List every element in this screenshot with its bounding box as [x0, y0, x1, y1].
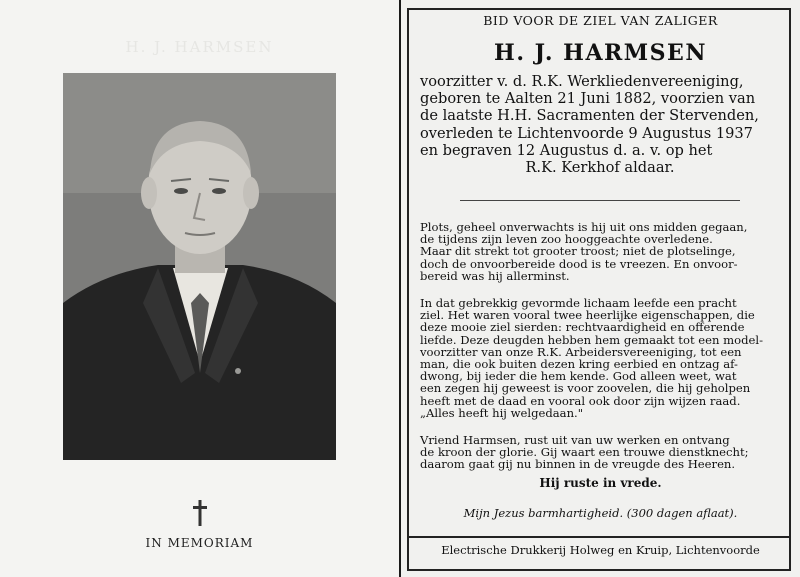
bleed-through-text: H. J. HARMSEN [125, 38, 274, 56]
intro-line: en begraven 12 Augustus d. a. v. op het [420, 141, 713, 159]
cross-icon [190, 498, 210, 528]
body-line: „Alles heeft hij welgedaan." [420, 405, 584, 420]
rest-in-peace-text: Hij ruste in vrede. [539, 476, 662, 490]
body-line: voorzitter van onze R.K. Arbeidersvereeniging, tot een [420, 344, 742, 359]
body-line: Vriend Harmsen, rust uit van uw werken en ontvang [420, 433, 730, 448]
divider [460, 200, 740, 201]
intro-line: geboren te Aalten 21 Juni 1882, voorzien van [420, 90, 756, 108]
body-line: Maar dit strekt tot grooter troost; niet de plotselinge, [420, 244, 736, 259]
body-line: ziel. Het waren vooral twee heerlijke eigenschappen, die [420, 308, 755, 323]
intro-line: de laatste H.H. Sacramenten der Stervenden, [420, 107, 759, 125]
body-line: dwong, bij ieder die hem kende. God alleen weet, wat [420, 369, 737, 384]
body-line: liefde. Deze deugden hebben hem gemaakt tot een model- [420, 332, 764, 347]
intro-line: overleden te Lichtenvoorde 9 Augustus 1937 [420, 124, 753, 142]
body-line: deze mooie ziel sierden: rechtvaardigheid en offerende [420, 320, 745, 335]
intro-line: voorzitter v. d. R.K. Werkliedenvereeniging, [420, 73, 744, 90]
portrait-photo [63, 73, 336, 460]
body-text [420, 216, 780, 476]
body-line: man, die ook buiten dezen kring eerbied en ontzag af- [420, 357, 738, 372]
bottom-divider [407, 536, 791, 538]
body-line: In dat gebrekkig gevormde lichaam leefde een pracht [420, 296, 737, 311]
left-card [0, 0, 399, 577]
body-line: de tijdens zijn leven zoo hooggeachte overledene. [420, 232, 713, 247]
body-line: een zegen hij geweest is voor zoovelen, die hij geholpen [420, 381, 751, 396]
printer-credit: Electrische Drukkerij Holweg en Kruip, Lichtenvoorde [441, 543, 760, 557]
body-line: doch de onvoorbereide dood is te vreezen. En onvoor- [420, 256, 738, 271]
prayer-text: Mijn Jezus barmhartigheid. (300 dagen aflaat). [463, 506, 738, 520]
intro-text [420, 73, 780, 176]
deceased-name: H. J. HARMSEN [494, 40, 707, 66]
body-line: heeft met de daad en vooral ook door zijn wijzen raad. [420, 393, 741, 408]
body-line: bereid was hij allerminst. [420, 268, 570, 283]
card-heading: BID VOOR DE ZIEL VAN ZALIGER [483, 13, 718, 28]
in-memoriam-caption: IN MEMORIAM [145, 536, 254, 550]
body-line: Plots, geheel onverwachts is hij uit ons midden gegaan, [420, 220, 748, 234]
intro-line: R.K. Kerkhof aldaar. [525, 159, 675, 177]
body-line: daarom gaat gij nu binnen in de vreugde des Heeren. [420, 457, 736, 472]
body-line: de kroon der glorie. Gij waart een trouwe dienstknecht; [420, 445, 749, 460]
